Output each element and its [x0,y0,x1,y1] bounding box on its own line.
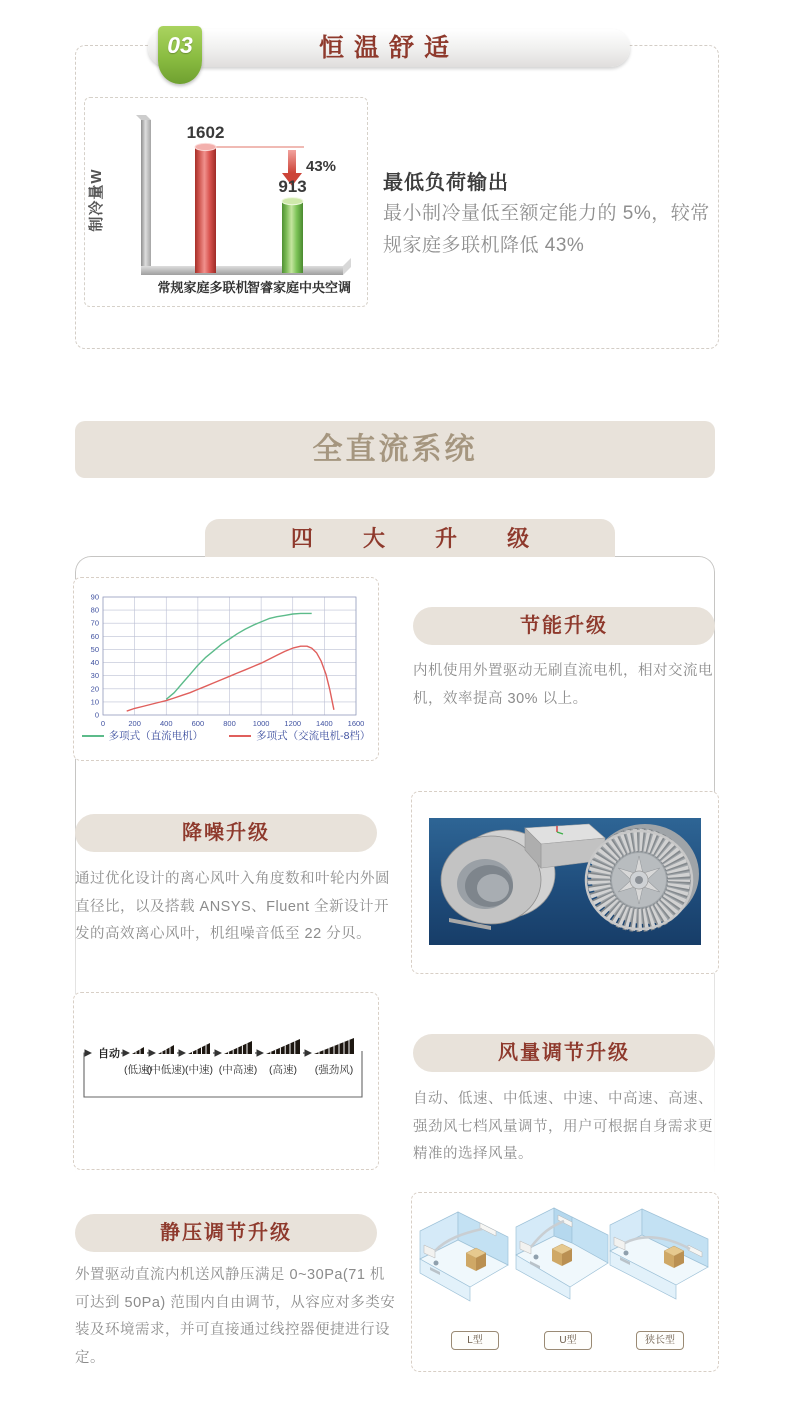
decrease-annotation: 43% [306,158,337,175]
svg-text:400: 400 [159,719,173,728]
svg-text:90: 90 [90,592,99,602]
speed-step-icon [158,1045,174,1054]
room-label-l: L型 [451,1331,499,1350]
svg-text:1000: 1000 [252,719,270,728]
svg-text:20: 20 [90,684,99,694]
room-diagram-l [420,1212,508,1301]
y-axis-beam [141,120,151,275]
bar-category-conventional: 常规家庭多联机 [157,280,249,295]
efficiency-line-chart-box [73,577,379,761]
speed-step-icon [132,1047,144,1054]
speed-step-icons [132,1038,354,1054]
noise-upgrade-title: 降噪升级 [75,814,377,852]
svg-text:800: 800 [223,719,236,728]
speed-label-high: (高速) [269,1064,297,1076]
svg-text:0: 0 [94,710,99,720]
room-diagram-narrow [610,1209,708,1299]
svg-text:600: 600 [191,719,205,728]
svg-text:1200: 1200 [284,719,302,728]
room-label-narrow: 狭长型 [636,1331,684,1350]
legend-item-dc [82,728,204,743]
room-label-u: U型 [544,1331,592,1350]
speed-step-icon [224,1041,252,1054]
comfort-section-title: 恒温舒适 [318,34,459,62]
speed-step-icon [266,1039,300,1054]
fan-speed-diagram [74,993,378,1169]
fan-cad-panel [429,818,701,945]
airflow-upgrade-title: 风量调节升级 [413,1034,715,1072]
svg-text:30: 30 [90,671,99,681]
svg-text:60: 60 [90,631,99,641]
legend-label-ac: 多项式（交流电机-8档） [256,730,371,742]
room-types-image [412,1193,718,1331]
legend-line-red-icon [229,735,251,737]
svg-text:50: 50 [90,644,99,654]
feature-body: 最小制冷量低至额定能力的 5%，较常规家庭多联机降低 43% [383,203,710,256]
speed-label-midlow: (中低速) [146,1064,186,1076]
system-banner: 全直流系统 [75,421,715,478]
speed-label-turbo: (强劲风) [314,1064,354,1076]
bar-smart [278,177,306,273]
legend-line-green-icon [82,735,104,737]
energy-upgrade-body: 内机使用外置驱动无刷直流电机，相对交流电机，效率提高 30% 以上。 [413,663,713,707]
svg-text:1400: 1400 [316,719,333,728]
svg-text:70: 70 [90,618,99,628]
legend-item-ac [229,728,370,743]
fan-speed-diagram-box [73,992,379,1170]
fan-image-box [411,791,719,974]
feature-heading: 最低负荷输出 [383,172,509,194]
room-types-box [411,1192,719,1372]
axis-cap [136,115,151,120]
noise-upgrade-body: 通过优化设计的离心风叶入角度数和叶轮内外圆直径比，以及搭载 ANSYS、Fluent 全新设计开发的高效离心风叶，机组噪音低至 22 分贝。 [75,871,390,942]
axis-tip [343,258,351,275]
speed-labels [124,1063,353,1076]
svg-text:1600: 1600 [347,719,365,728]
load-bar-chart [85,98,367,306]
fan-cad-image [429,818,701,945]
svg-text:200: 200 [128,719,141,728]
comfort-section-header [148,29,630,67]
upgrades-tab: 四 大 升 级 [205,519,615,557]
svg-text:40: 40 [90,658,99,668]
speed-start-label: 自动 [98,1048,120,1060]
room-diagram-u [516,1208,608,1299]
bar-conventional [187,123,225,273]
load-bar-chart-panel [84,97,368,307]
chart-legend [74,728,378,743]
svg-text:80: 80 [90,605,99,615]
speed-label-low: (低速) [124,1064,152,1076]
bar-value-conventional: 1602 [186,123,225,142]
efficiency-line-chart [74,578,376,728]
legend-label-dc: 多项式（直流电机） [108,730,204,742]
pressure-upgrade-body: 外置驱动直流内机送风静压满足 0~30Pa(71 机可达到 50Pa) 范围内自由调节，从容应对多类安装及环境需求，并可直接通过线控器便捷进行设定。 [75,1267,396,1366]
speed-step-icon [188,1043,210,1054]
speed-label-midhigh: (中高速) [218,1064,258,1076]
energy-upgrade-title: 节能升级 [413,607,715,645]
bar-value-smart: 913 [278,177,307,197]
section-number-badge: 03 [158,26,202,84]
svg-text:10: 10 [90,697,99,707]
bar-chart-y-axis-label: 制冷量W [88,168,105,232]
pressure-upgrade-title: 静压调节升级 [75,1214,377,1252]
speed-label-mid: (中速) [185,1064,213,1076]
airflow-upgrade-body: 自动、低速、中低速、中速、中高速、高速、强劲风七档风量调节，用户可根据自身需求更精准的选择风量。 [413,1091,713,1162]
speed-step-icon [314,1038,354,1054]
upgrades-box [75,556,715,1412]
fan-housing-image [441,824,605,930]
bar-category-smart: 智睿家庭中央空调 [246,280,352,295]
svg-text:0: 0 [100,719,106,728]
x-axis-beam [141,266,343,275]
